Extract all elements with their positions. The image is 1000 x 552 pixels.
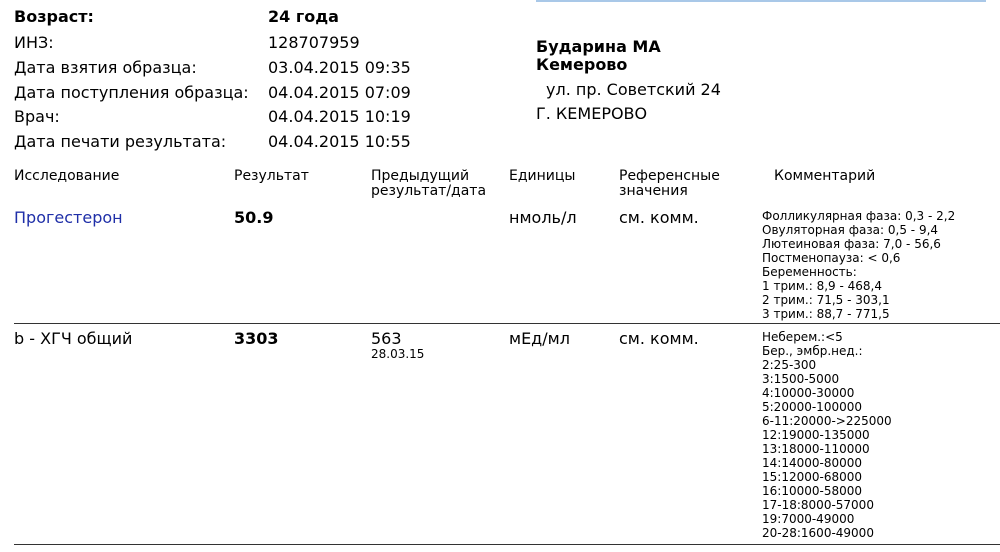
header-rule (536, 0, 986, 2)
reference-value: см. комм. (619, 329, 699, 348)
result-value: 3303 (234, 329, 279, 348)
recipient-name: Бударина МА (536, 37, 661, 56)
sample-taken-value: 03.04.2015 09:35 (268, 58, 411, 77)
print-date-value: 04.04.2015 10:55 (268, 132, 411, 151)
age-value: 24 года (268, 7, 339, 26)
comment-block (762, 330, 892, 540)
print-date-label: Дата печати результата: (14, 132, 227, 151)
header-result: Результат (234, 168, 309, 184)
test-name: b - ХГЧ общий (14, 329, 133, 348)
comment-line: 12:19000-135000 (762, 428, 870, 442)
comment-line: Беременность: (762, 265, 857, 279)
comment-line: 1 трим.: 8,9 - 468,4 (762, 279, 882, 293)
comment-line: Неберем.:<5 (762, 330, 843, 344)
recipient-city-caps: Г. КЕМЕРОВО (536, 104, 648, 123)
comment-block (762, 209, 955, 321)
reference-value: см. комм. (619, 208, 699, 227)
doctor-label: Врач: (14, 107, 60, 126)
sample-taken-label: Дата взятия образца: (14, 58, 197, 77)
age-label: Возраст: (14, 7, 94, 26)
inz-label: ИНЗ: (14, 33, 54, 52)
header-previous-line2: результат/дата (371, 183, 487, 199)
recipient-street: ул. пр. Советский 24 (546, 80, 721, 99)
test-name-link[interactable]: Прогестерон (14, 208, 123, 227)
comment-line: 19:7000-49000 (762, 512, 855, 526)
comment-line: Овуляторная фаза: 0,5 - 9,4 (762, 223, 939, 237)
comment-line: 20-28:1600-49000 (762, 526, 874, 540)
comment-line: 16:10000-58000 (762, 484, 862, 498)
comment-line: 14:14000-80000 (762, 456, 862, 470)
units-value: мЕд/мл (509, 329, 570, 348)
comment-line: 6-11:20000->225000 (762, 414, 892, 428)
inz-value: 128707959 (268, 33, 360, 52)
comment-line: Постменопауза: < 0,6 (762, 251, 901, 265)
comment-line: 3 трим.: 88,7 - 771,5 (762, 307, 890, 321)
header-test: Исследование (14, 168, 120, 184)
comment-line: 4:10000-30000 (762, 386, 855, 400)
comment-line: 2:25-300 (762, 358, 817, 372)
sample-received-label: Дата поступления образца: (14, 83, 249, 102)
comment-line: 3:1500-5000 (762, 372, 840, 386)
row-divider (14, 544, 1000, 545)
comment-line: Бер., эмбр.нед.: (762, 344, 863, 358)
comment-line: 15:12000-68000 (762, 470, 862, 484)
header-comment: Комментарий (774, 168, 876, 184)
comment-line: 2 трим.: 71,5 - 303,1 (762, 293, 890, 307)
header-reference-line2: значения (619, 183, 688, 199)
sample-received-value: 04.04.2015 07:09 (268, 83, 411, 102)
recipient-city: Кемерово (536, 55, 628, 74)
header-units: Единицы (509, 168, 576, 184)
previous-result-date: 28.03.15 (371, 347, 425, 361)
previous-result-value: 563 (371, 329, 402, 348)
result-value: 50.9 (234, 208, 274, 227)
doctor-value: 04.04.2015 10:19 (268, 107, 411, 126)
comment-line: 5:20000-100000 (762, 400, 862, 414)
header-reference-line1: Референсные (619, 168, 720, 184)
comment-line: Лютеиновая фаза: 7,0 - 56,6 (762, 237, 941, 251)
row-divider (14, 323, 1000, 324)
units-value: нмоль/л (509, 208, 577, 227)
comment-line: Фолликулярная фаза: 0,3 - 2,2 (762, 209, 956, 223)
header-previous-line1: Предыдущий (371, 168, 470, 184)
comment-line: 17-18:8000-57000 (762, 498, 874, 512)
comment-line: 13:18000-110000 (762, 442, 870, 456)
